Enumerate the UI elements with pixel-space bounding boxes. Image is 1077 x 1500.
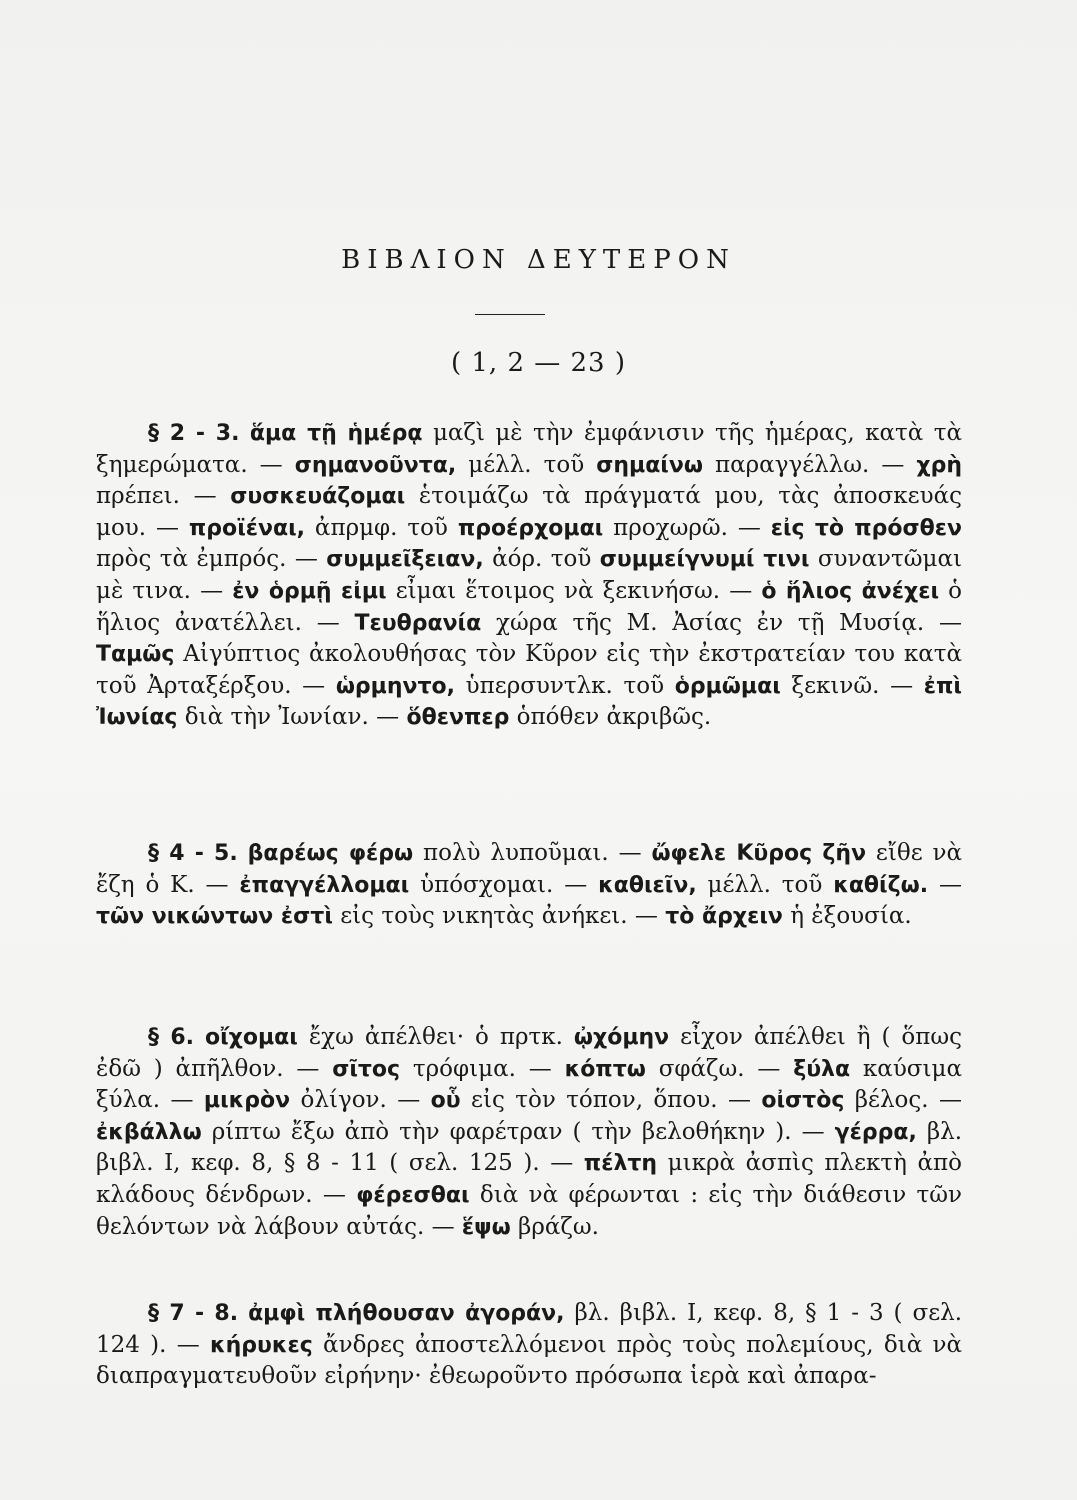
bold-term: κόπτω bbox=[564, 1056, 646, 1082]
gloss-text: καύσιμα ξύλα. — bbox=[96, 1055, 962, 1114]
bold-term: σῖτος bbox=[332, 1056, 401, 1082]
bold-term: ὡρμηντο, bbox=[335, 673, 456, 699]
gloss-text: ὑπερσυντλκ. τοῦ bbox=[455, 672, 675, 699]
gloss-text: εἶμαι ἕτοιμος νὰ ξεκινήσω. — bbox=[386, 577, 762, 604]
bold-term: προϊέναι, bbox=[188, 515, 306, 541]
bold-term: οἰστὸς bbox=[761, 1088, 845, 1114]
bold-term: ἐν ὁρμῇ εἰμι bbox=[232, 578, 387, 604]
gloss-text: ρίπτω ἔξω ἀπὸ τὴν φαρέτραν ( τὴν βελοθήκην ). — bbox=[201, 1118, 835, 1145]
bold-term: σημαίνω bbox=[596, 452, 703, 478]
bold-term: ἀμφὶ πλήθουσαν ἀγοράν, bbox=[248, 1301, 565, 1326]
gloss-text: — bbox=[928, 871, 962, 898]
bold-term: βαρέως φέρω bbox=[247, 841, 414, 866]
gloss-text: ἡ ἐξουσία. bbox=[782, 903, 912, 930]
bold-term: ἐκβάλλω bbox=[96, 1119, 202, 1145]
gloss-text: ὁ ἥλιος ἀνατέλλει. — bbox=[96, 577, 962, 636]
bold-term: χρὴ bbox=[916, 452, 962, 478]
paragraph bbox=[96, 1022, 962, 1243]
paragraph-block bbox=[96, 418, 962, 734]
gloss-text: μέλλ. τοῦ bbox=[696, 871, 834, 898]
gloss-text: ἄνδρες ἀποστελλόμενοι πρὸς τοὺς πολεμίους, διὰ νὰ διαπραγματευθοῦν εἰρήνην· ἐθεωροῦντο πρόσωπα ἱερὰ καὶ ἀπαρα- bbox=[96, 1331, 962, 1390]
gloss-text: μικρὰ ἀσπὶς πλεκτὴ ἀπὸ κλάδους δένδρων. — bbox=[96, 1150, 962, 1208]
gloss-text: εἶχον ἀπέλθει ἢ ( ὅπως ἐδῶ ) ἀπῆλθον. — bbox=[96, 1024, 963, 1082]
gloss-text: πρέπει. — bbox=[96, 483, 231, 510]
bold-term: ἕψω bbox=[461, 1214, 511, 1240]
gloss-text: βλ. βιβλ. I, κεφ. 8, § 1 - 3 ( σελ. 124 ). — bbox=[96, 1300, 962, 1358]
gloss-text: ἀόρ. τοῦ bbox=[483, 546, 600, 573]
gloss-text: ξεκινῶ. — bbox=[780, 672, 924, 699]
bold-term: οἴχομαι bbox=[204, 1025, 298, 1050]
paragraph bbox=[96, 1298, 962, 1393]
bold-term: προέρχομαι bbox=[457, 515, 604, 541]
bold-term: ὁρμῶμαι bbox=[674, 673, 781, 699]
bold-term: σημανοῦντα, bbox=[294, 452, 457, 478]
paragraph bbox=[96, 418, 962, 734]
bold-term: § 2 - 3. bbox=[148, 421, 240, 446]
gloss-text: διὰ νὰ φέρωνται : εἰς τὴν διάθεσιν τῶν θελόντων νὰ λάβουν αὐτάς. — bbox=[96, 1181, 963, 1240]
paragraph-block bbox=[96, 1298, 962, 1393]
bold-term: φέρεσθαι bbox=[356, 1182, 470, 1208]
gloss-text: χώρα τῆς Μ. Ἀσίας ἐν τῇ Μυσίᾳ. — bbox=[481, 609, 962, 636]
bold-term: καθιεῖν, bbox=[598, 872, 697, 898]
bold-term: ὤφελε Κῦρος ζῆν bbox=[651, 841, 867, 866]
paragraph-block bbox=[96, 838, 962, 933]
gloss-text: μέλλ. τοῦ bbox=[456, 451, 597, 478]
bold-term: ἐπὶ Ἰωνίας bbox=[96, 673, 962, 731]
bold-term: ἐπαγγέλλομαι bbox=[239, 872, 410, 898]
bold-term: οὗ bbox=[430, 1088, 461, 1114]
paragraph-block bbox=[96, 1022, 962, 1243]
title-rule bbox=[475, 314, 545, 315]
gloss-text: ὑπόσχομαι. — bbox=[409, 871, 599, 898]
chapter-range: ( 1, 2 — 23 ) bbox=[450, 348, 627, 378]
bold-term: εἰς τὸ πρόσθεν bbox=[770, 515, 962, 541]
gloss-text: εἰς τὸν τόπον, ὅπου. — bbox=[460, 1087, 762, 1114]
gloss-text: ὀλίγον. — bbox=[290, 1087, 431, 1114]
gloss-text: μαζὶ μὲ τὴν ἐμφάνισιν τῆς ἡμέρας, κατὰ τὰ ξημερώματα. — bbox=[96, 420, 962, 478]
gloss-text bbox=[194, 1024, 205, 1050]
gloss-text: προχωρῶ. — bbox=[603, 514, 771, 541]
bold-term: συμμείγνυμί τινι bbox=[599, 547, 810, 573]
bold-term: § 6. bbox=[148, 1025, 194, 1050]
gloss-text bbox=[239, 420, 249, 446]
gloss-text: ἀπρμφ. τοῦ bbox=[305, 514, 458, 541]
gloss-text: Αἰγύπτιος ἀκολουθήσας τὸν Κῦρον εἰς τὴν ἐκστρατείαν του κατὰ τοῦ Ἀρταξέρξου. — bbox=[96, 641, 962, 699]
gloss-text: εἴθε νὰ ἔζη ὁ Κ. — bbox=[96, 840, 962, 898]
paragraph bbox=[96, 838, 962, 933]
bold-term: καθίζω. bbox=[833, 872, 929, 898]
gloss-text: ἑτοιμάζω τὰ πράγματά μου, τὰς ἀποσκευάς μου. — bbox=[96, 483, 962, 541]
bold-term: τῶν νικώντων ἐστὶ bbox=[96, 904, 333, 930]
bold-term: πέλτη bbox=[583, 1151, 658, 1177]
bold-term: Τευθρανία bbox=[354, 610, 482, 636]
bold-term: ξύλα bbox=[793, 1056, 851, 1082]
gloss-text: πρὸς τὰ ἐμπρός. — bbox=[96, 546, 327, 573]
gloss-text: βράζω. bbox=[510, 1213, 599, 1240]
bold-term: ὁ ἥλιος ἀνέχει bbox=[761, 578, 940, 604]
gloss-text: παραγγέλλω. — bbox=[702, 451, 917, 478]
gloss-text: συναντῶμαι μὲ τινα. — bbox=[96, 546, 963, 604]
bold-term: μικρὸν bbox=[203, 1088, 291, 1114]
gloss-text bbox=[238, 840, 248, 866]
gloss-text: σφάζω. — bbox=[645, 1055, 794, 1082]
gloss-text: βλ. βιβλ. I, κεφ. 8, § 8 - 11 ( σελ. 125 ). — bbox=[96, 1118, 963, 1177]
gloss-text: ὁπόθεν ἀκριβῶς. bbox=[509, 704, 712, 731]
gloss-text: βέλος. — bbox=[844, 1087, 962, 1114]
bold-term: ᾠχόμην bbox=[573, 1025, 670, 1050]
bold-term: συσκευάζομαι bbox=[230, 484, 406, 510]
book-title: ΒΙΒΛΙΟΝ ΔΕΥΤΕΡΟΝ bbox=[341, 245, 736, 275]
gloss-text: ἔχω ἀπέλθει· ὁ πρτκ. bbox=[297, 1024, 574, 1050]
bold-term: τὸ ἄρχειν bbox=[665, 904, 783, 930]
bold-term: ὅθενπερ bbox=[406, 705, 510, 731]
bold-term: συμμεῖξειαν, bbox=[326, 547, 484, 573]
gloss-text bbox=[238, 1300, 248, 1326]
gloss-text: τρόφιμα. — bbox=[400, 1055, 565, 1082]
bold-term: γέρρα, bbox=[834, 1119, 917, 1145]
bold-term: § 7 - 8. bbox=[148, 1301, 239, 1326]
bold-term: § 4 - 5. bbox=[148, 841, 238, 866]
bold-term: κήρυκες bbox=[209, 1332, 313, 1358]
bold-term: Ταμῶς bbox=[96, 642, 175, 668]
gloss-text: πολὺ λυποῦμαι. — bbox=[413, 840, 652, 866]
bold-term: ἅμα τῇ ἡμέρᾳ bbox=[249, 421, 423, 446]
gloss-text: διὰ τὴν Ἰωνίαν. — bbox=[177, 704, 407, 731]
gloss-text: εἰς τοὺς νικητὰς ἀνήκει. — bbox=[332, 903, 666, 930]
